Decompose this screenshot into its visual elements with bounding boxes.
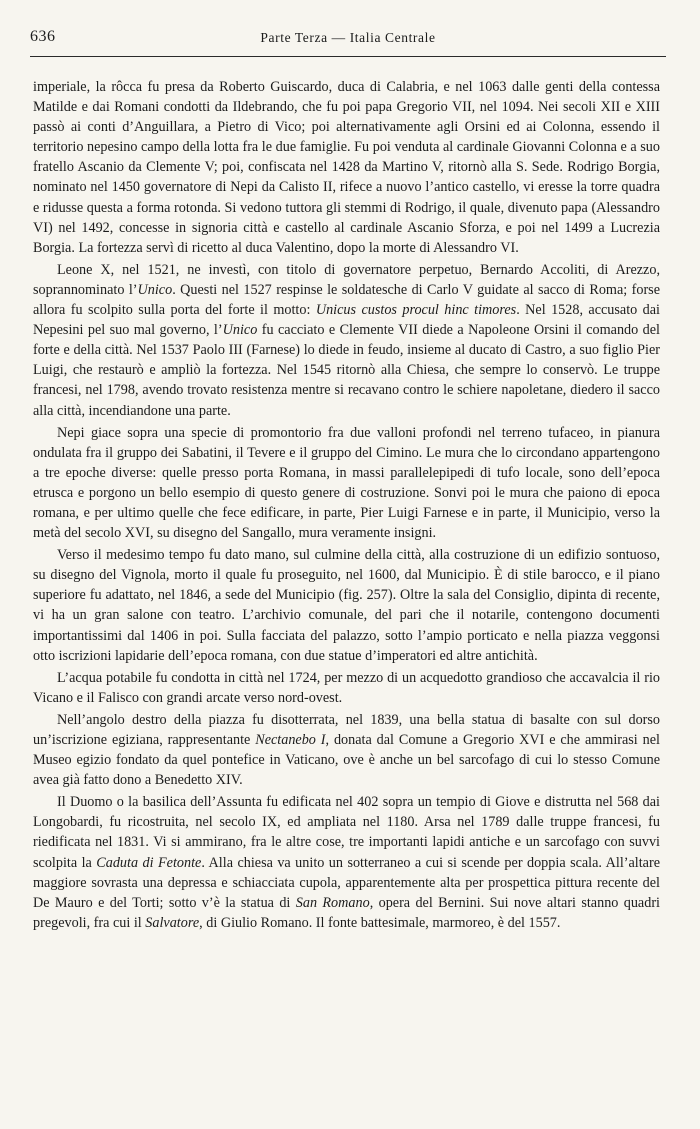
page-number: 636: [30, 28, 56, 45]
text-run: Nell’angolo destro della piazza fu disotterrata, nel 1839, una bella statua di basalte con sul dorso un’iscrizione egiziana, rappresentante: [33, 711, 660, 748]
italic-term: Unico: [137, 281, 173, 298]
italic-artwork: San Romano: [295, 894, 370, 911]
paragraph-nepi-walls: [33, 423, 660, 544]
text-run: Nepi giace sopra una specie di promontorio fra due valloni profondi nel terreno tufaceo, in pianura ondulata fra il gruppo dei Sabatini, il Tevere e il gruppo del Cimino. Le mura che lo circondano appartengono a tre epoche diverse: quelle presso porta Romana, in massi parallelepipedi di tufo locale, sono dell’epoca etrusca e porgono un bello esempio di questo genere di costruzione. Sonvi poi le mura che paiono di epoca romana, e per ultimo quelle che fece edificare, in parte, Pier Luigi Farnese e in parte, il Municipio, verso la metà del secolo XVI, su disegno del Sangallo, mura veramente insigni.: [33, 424, 660, 542]
page-header: [30, 28, 666, 57]
text-run: . Alla chiesa va unito un sotterraneo a cui si scende per doppia scala. All’altare maggiore sovrasta una depressa e schiacciata cupola, apparentemente alta per prospettica pittura recente del De Mauro e del Torti; sotto v’è la statua di: [33, 854, 660, 911]
text-run: L’acqua potabile fu condotta in città nel 1724, per mezzo di un acquedotto grandioso che accavalcia il rio Vicano e il Falisco con grandi arcate verso nord-ovest.: [33, 669, 660, 706]
paragraph-rocca-history: [33, 77, 660, 258]
text-run: imperiale, la rôcca fu presa da Roberto Guiscardo, duca di Calabria, e nel 1063 dalle genti della contessa Matilde e dai Romani condotti da Ildebrando, che fu poi papa Gregorio VII, nel 1094. Nei secoli XII e XIII passò ai conti d’Anguillara, a Pietro di Vico; poi alternativamente agli Orsini ed ai Colonna, essendo il territorio nepesino campo della lotta fra le due famiglie. Fu poi venduta al cardinale Giovanni Colonna e a suo fratello Ascanio da Clemente V; poi, confiscata nel 1428 da Martino V, ritornò alla S. Sede. Rodrigo Borgia, nominato nel 1450 governatore di Nepi da Calisto II, rifece a nuovo l’antico castello, vi eresse la torre quadra e ridusse questa a forma rotonda. Si vedono tuttora gli stemmi di Rodrigo, il quale, divenuto papa (Alessandro VI) nel 1492, concesse in signoria città e castello al cardinale Ascanio Sforza, e poi nel 1499 a Lucrezia Borgia. La fortezza servì di ricetto al duca Valentino, dopo la morte di Alessandro VI.: [33, 79, 660, 256]
text-run: Leone X, nel 1521, ne investì, con titolo di governatore perpetuo, Bernardo Accoliti, di Arezzo, soprannominato l’: [33, 261, 660, 298]
running-title: Parte Terza — Italia Centrale: [260, 30, 436, 45]
paragraph-leone-x: [33, 260, 660, 421]
italic-name: Nectanebo I: [255, 732, 326, 748]
paragraph-acquedotto: [33, 668, 660, 708]
italic-artwork: Salvatore: [145, 914, 200, 931]
text-run: fu cacciato e Clemente VII diede a Napoleone Orsini il comando del forte e della città. Nel 1537 Paolo III (Farnese) lo diede in feudo, insieme al ducato di Castro, a suo figlio Pier Luigi, che restaurò e ampliò la fortezza. Nel 1545 ritornò alla Chiesa, che sempre lo conservò. Le truppe francesi, nel 1798, avendo trovato resistenza mentre si recavano contro le schiere napoletane, diedero il sacco alla città, incendiandone una parte.: [33, 322, 660, 419]
italic-term: Unico: [222, 322, 258, 339]
body-text: [33, 77, 660, 935]
italic-motto: Unicus custos procul hinc timores: [315, 302, 517, 319]
paragraph-municipio: [33, 545, 660, 666]
text-run: , donata dal Comune a Gregorio XVI e che ammirasi nel Museo egizio fondato da quel pontefice in Vaticano, ove è anche un bel sarcofago di cui lo stesso Comune avea già fatto dono a Benedetto XIV.: [33, 732, 660, 789]
text-run: Il Duomo o la basilica dell’Assunta fu edificata nel 402 sopra un tempio di Giove e distrutta nel 568 dai Longobardi, fu ricostruita, nel secolo IX, ed ampliata nel 1180. Arsa nel 1789 dalle truppe francesi, fu riedificata nel 1831. Vi si ammirano, fra le altre cose, tre importanti lapidi antiche e un sarcofago con suvvi scolpita la: [33, 794, 660, 871]
text-run: . Nel 1528, accusato dai Nepesini pel suo mal governo, l’: [33, 302, 661, 339]
paragraph-duomo: [33, 792, 660, 933]
paragraph-statua-basalte: [33, 710, 660, 790]
text-run: . Questi nel 1527 respinse le soldatesche di Carlo V guidate al sacco di Roma; forse allora fu scolpito sulla porta del forte il motto:: [33, 281, 660, 319]
text-run: , di Giulio Romano. Il fonte battesimale, marmoreo, è del 1557.: [199, 914, 561, 931]
text-run: Verso il medesimo tempo fu dato mano, sul culmine della città, alla costruzione di un edifizio sontuoso, su disegno del Vignola, morto il quale fu proseguito, nel 1600, dal Municipio. È di stile barocco, e il piano superiore fu adattato, nel 1846, a sede del Municipio (fig. 257). Oltre la sala del Consiglio, dipinta di recente, vi ha un gran salone con teatro. L’archivio comunale, del pari che il notarile, contengono documenti importantissimi dal 1406 in poi. Sulla facciata del palazzo, sotto l’ampio porticato e nella piazza veggonsi otto iscrizioni lapidarie dell’epoca romana, con due statue d’imperatori ed altre antichità.: [33, 547, 660, 664]
italic-artwork: Caduta di Fetonte: [96, 854, 202, 871]
text-run: , opera del Bernini. Sui nove altari stanno quadri pregevoli, fra cui il: [33, 894, 660, 931]
